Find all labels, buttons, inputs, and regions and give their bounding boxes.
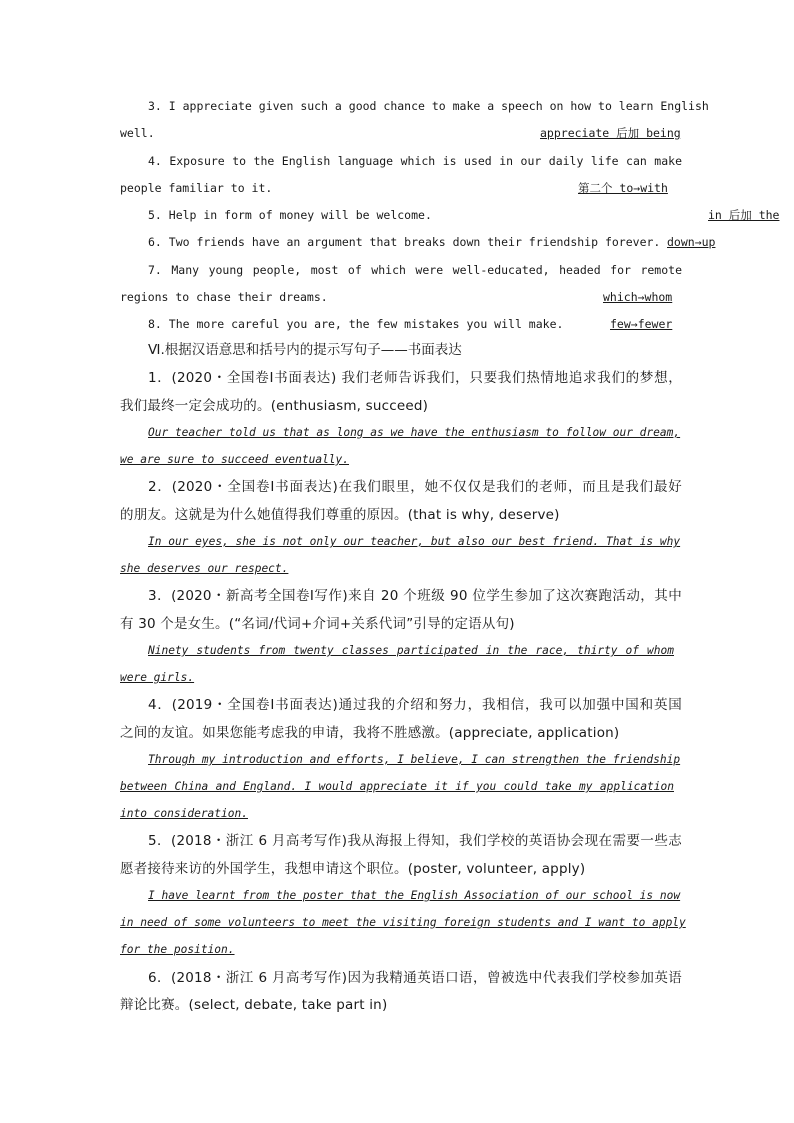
writing-item-4-answer-line1: Through my introduction and efforts, I believe, I can strengthen the friendship (148, 753, 681, 766)
correction-answer-6: down→up (667, 235, 716, 249)
writing-item-3-prompt-line2: 有 30 个是女生。(“名词/代词+介词+关系代词”引导的定语从句) (120, 616, 515, 632)
correction-item-6-line1: 6. Two friends have an argument that breaks down their friendship forever. (148, 235, 661, 249)
correction-item-7-line2: regions to chase their dreams. (120, 290, 328, 304)
writing-item-2-answer-line1: In our eyes, she is not only our teacher, but also our best friend. That is why (148, 535, 681, 548)
writing-item-3-answer-line1: Ninety students from twenty classes participated in the race, thirty of whom (148, 644, 674, 657)
correction-item-5-line1: 5. Help in form of money will be welcome. (148, 208, 432, 222)
correction-answer-8: few→fewer (610, 317, 673, 331)
correction-item-7-line1: 7. Many young people, most of which were well-educated, headed for remote (148, 263, 682, 277)
writing-item-1-prompt-line2: 我们最终一定会成功的。(enthusiasm, succeed) (120, 398, 429, 414)
writing-item-2-prompt-line2: 的朋友。这就是为什么她值得我们尊重的原因。(that is why, deserve) (120, 507, 560, 523)
writing-item-6-prompt-line1: 6．(2018・浙江 6 月高考写作)因为我精通英语口语，曾被选中代表我们学校参加英语 (148, 970, 682, 986)
writing-item-4-prompt-line1: 4．(2019・全国卷Ⅰ书面表达)通过我的介绍和努力，我相信，我可以加强中国和英国 (148, 697, 682, 713)
writing-item-1-prompt-line1: 1．(2020・全国卷Ⅰ书面表达) 我们老师告诉我们，只要我们热情地追求我们的梦想， (148, 370, 682, 386)
correction-answer-3: appreciate 后加 being (540, 126, 681, 140)
writing-item-5-answer-line1: I have learnt from the poster that the English Association of our school is now (148, 889, 681, 902)
correction-answer-5: in 后加 the (708, 208, 780, 222)
correction-item-4-line1: 4. Exposure to the English language which is used in our daily life can make (148, 154, 682, 168)
correction-item-8-line1: 8. The more careful you are, the few mistakes you will make. (148, 317, 564, 331)
writing-item-5-answer-line3: for the position. (120, 943, 235, 956)
correction-item-3-line2: well. (120, 126, 155, 140)
correction-item-3-line1: 3. I appreciate given such a good chance to make a speech on how to learn English (148, 99, 709, 113)
writing-item-1-answer-line1: Our teacher told us that as long as we have the enthusiasm to follow our dream, (148, 426, 681, 439)
writing-item-2-prompt-line1: 2．(2020・全国卷Ⅰ书面表达)在我们眼里，她不仅仅是我们的老师，而且是我们最好 (148, 479, 682, 495)
correction-item-4-line2: people familiar to it. (120, 181, 273, 195)
correction-answer-4: 第二个 to→with (578, 181, 668, 195)
writing-item-5-prompt-line1: 5．(2018・浙江 6 月高考写作)我从海报上得知，我们学校的英语协会现在需要一些志 (148, 833, 682, 849)
writing-item-1-answer-line2: we are sure to succeed eventually. (120, 453, 350, 466)
writing-item-6-prompt-line2: 辩论比赛。(select, debate, take part in) (120, 997, 388, 1013)
section-title: Ⅵ.根据汉语意思和括号内的提示写句子——书面表达 (148, 342, 462, 358)
writing-item-3-prompt-line1: 3．(2020・新高考全国卷Ⅰ写作)来自 20 个班级 90 位学生参加了这次赛跑活动，其中 (148, 588, 682, 604)
writing-item-4-prompt-line2: 之间的友谊。如果您能考虑我的申请，我将不胜感激。(appreciate, application) (120, 725, 620, 741)
writing-item-3-answer-line2: were girls. (120, 671, 195, 684)
writing-item-5-prompt-line2: 愿者接待来访的外国学生，我想申请这个职位。(poster, volunteer, apply) (120, 861, 586, 877)
writing-item-4-answer-line2: between China and England. I would appreciate it if you could take my application (120, 780, 674, 793)
writing-item-4-answer-line3: into consideration. (120, 807, 248, 820)
writing-item-2-answer-line2: she deserves our respect. (120, 562, 289, 575)
correction-answer-7: which→whom (603, 290, 673, 304)
writing-item-5-answer-line2: in need of some volunteers to meet the visiting foreign students and I want to apply (120, 916, 686, 929)
